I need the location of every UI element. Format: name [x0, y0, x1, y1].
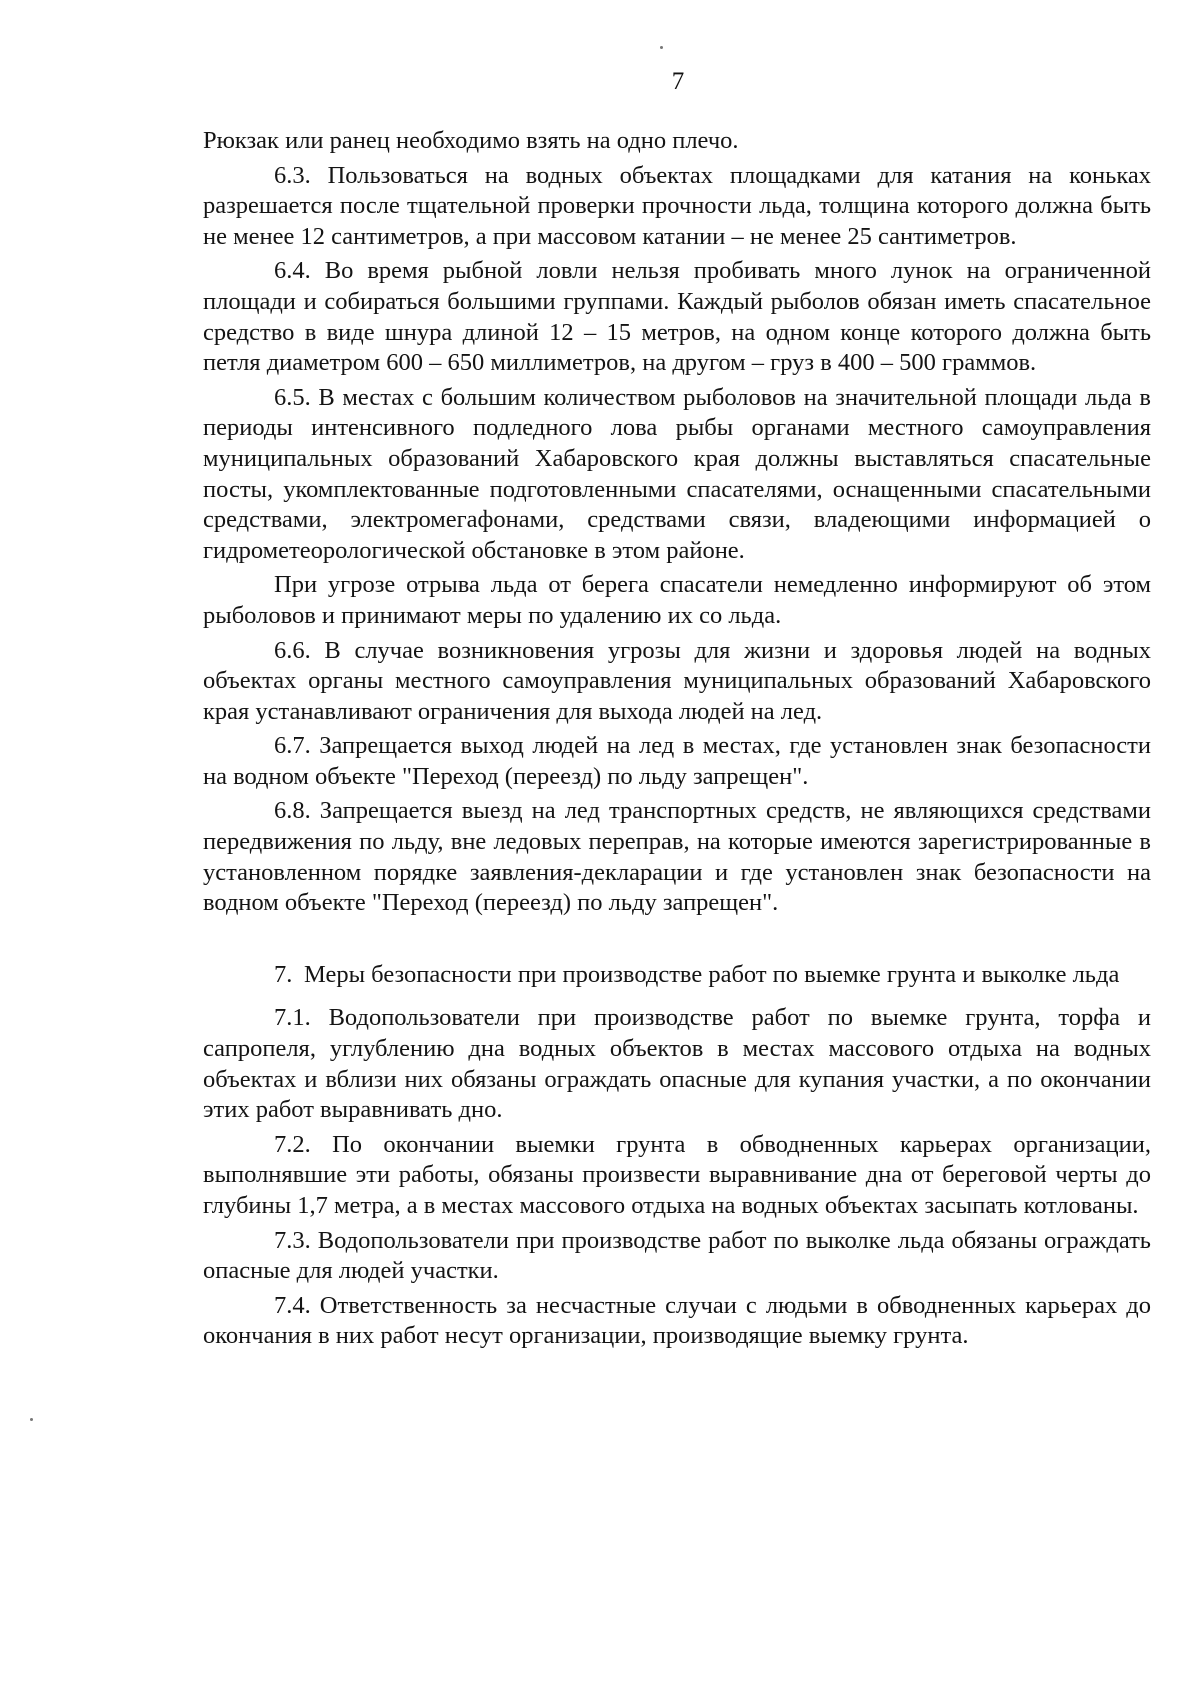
- paragraph-7-1: 7.1. Водопользователи при производстве работ по выемке грунта, торфа и сапропеля, углублению дна водных объектов в местах массового отдыха на водных объектах и вблизи них обязаны ограждать опасные для купания участки, а по окончании этих работ выравнивать дно.: [203, 1004, 1151, 1124]
- scan-speck: [660, 46, 663, 49]
- paragraph-6-4: 6.4. Во время рыбной ловли нельзя пробивать много лунок на ограниченной площади и собираться большими группами. Каждый рыболов обязан иметь спасательное средство в виде шнура длиной 12 – 15 метров, на одном конце которого должна быть петля диаметром 600 – 650 миллиметров, на другом – груз в 400 – 500 граммов.: [203, 257, 1151, 377]
- paragraph-6-8: 6.8. Запрещается выезд на лед транспортных средств, не являющихся средствами передвижения по льду, вне ледовых переправ, на которые имеются зарегистрированные в установленном порядке заявления-декларации и где установлен знак безопасности на водном объекте "Переход (переезд) по льду запрещен".: [203, 797, 1151, 917]
- paragraph-6-5-continued: При угрозе отрыва льда от берега спасатели немедленно информируют об этом рыболовов и принимают меры по удалению их со льда.: [203, 571, 1151, 629]
- document-body: [203, 126, 1151, 1352]
- scan-speck: [30, 1418, 33, 1421]
- paragraph-7-4: 7.4. Ответственность за несчастные случаи с людьми в обводненных карьерах до окончания в них работ несут организации, производящие выемку грунта.: [203, 1291, 1151, 1350]
- section-7-heading: [203, 919, 1151, 1004]
- paragraph-6-5: 6.5. В местах с большим количеством рыболовов на значительной площади льда в периоды интенсивного подледного лова рыбы органами местного самоуправления муниципальных образований Хабаровского края должны выставляться спасательные посты, укомплектованные подготовленными спасателями, оснащенными спасательными средствами, электромегафонами, средствами связи, владеющими информацией о гидрометеорологической обстановке в этом районе.: [203, 383, 1151, 564]
- paragraph-6-6: 6.6. В случае возникновения угрозы для жизни и здоровья людей на водных объектах органы местного самоуправления муниципальных образований Хабаровского края устанавливают ограничения для выхода людей на лед.: [203, 636, 1151, 725]
- paragraph-intro: Рюкзак или ранец необходимо взять на одно плечо.: [203, 127, 739, 154]
- section-7-title: Меры безопасности при производстве работ по выемке грунта и выколке льда: [304, 960, 1120, 988]
- paragraph-6-7: 6.7. Запрещается выход людей на лед в местах, где установлен знак безопасности на водном объекте "Переход (переезд) по льду запрещен".: [203, 732, 1151, 790]
- paragraph-7-3: 7.3. Водопользователи при производстве работ по выколке льда обязаны ограждать опасные для людей участки.: [203, 1226, 1151, 1285]
- section-7-number: 7.: [274, 960, 293, 988]
- paragraph-7-2: 7.2. По окончании выемки грунта в обводненных карьерах организации, выполнявшие эти работы, обязаны произвести выравнивание дна от береговой черты до глубины 1,7 метра, а в местах массового отдыха на водных объектах засыпать котлованы.: [203, 1130, 1151, 1219]
- page-number: 7: [671, 68, 685, 95]
- paragraph-6-3: 6.3. Пользоваться на водных объектах площадками для катания на коньках разрешается после тщательной проверки прочности льда, толщина которого должна быть не менее 12 сантиметров, а при массовом катании – не менее 25 сантиметров.: [203, 161, 1151, 250]
